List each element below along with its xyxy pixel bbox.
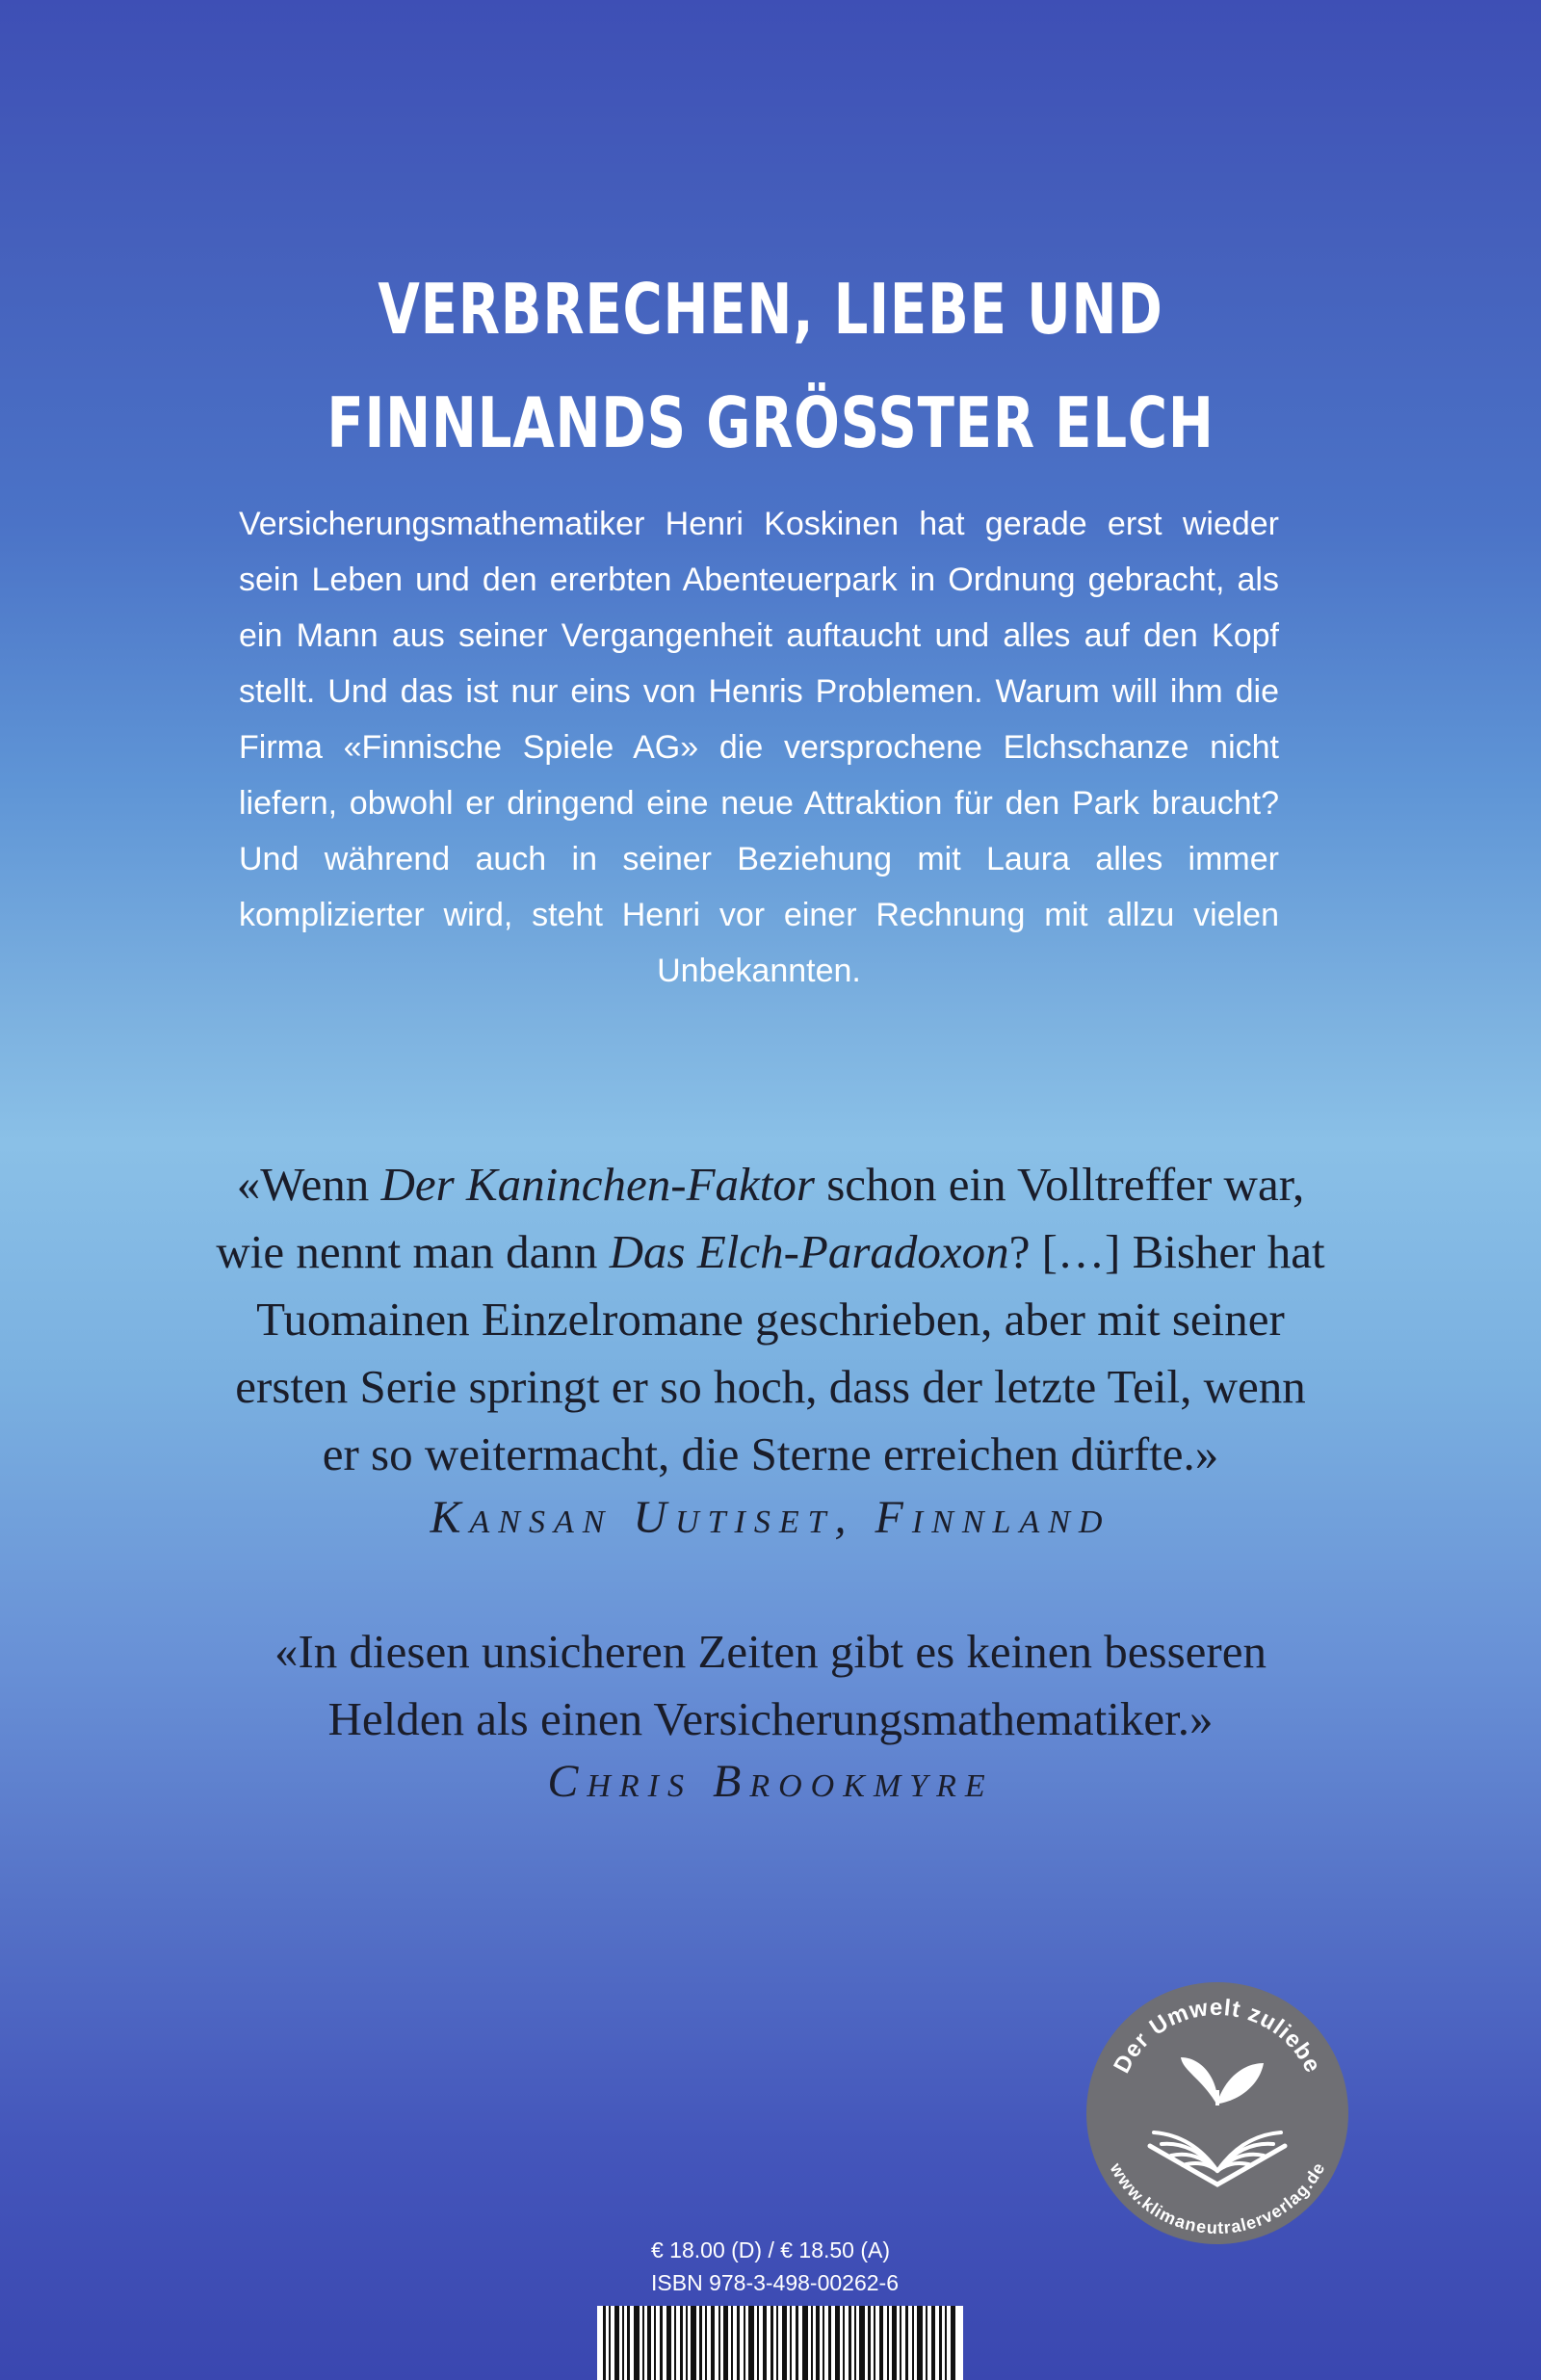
eco-badge-bottom-text: www.klimaneutralerverlag.de bbox=[1106, 2159, 1329, 2237]
quote-line: «Wenn Der Kaninchen-Faktor schon ein Volltreffer war, bbox=[236, 1158, 1305, 1211]
quote-line: er so weitermacht, die Sterne erreichen dürfte.» bbox=[322, 1427, 1219, 1480]
review-attribution-2: Chris Brookmyre bbox=[547, 1756, 994, 1807]
isbn-barcode bbox=[597, 2306, 963, 2380]
eco-badge-circle bbox=[1086, 1982, 1348, 2244]
quote-line: Tuomainen Einzelromane geschrieben, aber mit seiner bbox=[256, 1293, 1285, 1346]
book-title-reference: Das Elch-Paradoxon bbox=[609, 1225, 1009, 1278]
quote-line: ersten Serie springt er so hoch, dass der letzte Teil, wenn bbox=[235, 1360, 1306, 1413]
blurb-text: Versicherungsmathematiker Henri Koskinen hat gerade erst wieder sein Leben und den ererbten Abenteuerpark in Ordnung gebracht, als ein Mann aus seiner Vergangenheit auftaucht und alles auf den Kopf stellt. Und das ist nur eins von Henris Problemen. Warum will ihm die Firma «Finnische Spiele AG» die versprochene Elchschanze nicht liefern, obwohl er dringend eine neue Attraktion für den Park braucht? Und während auch in seiner Beziehung mit Laura alles immer komplizierter wird, steht Henri vor einer Rechnung mit allzu vielen Unbekannten. bbox=[239, 506, 1279, 989]
isbn-label: ISBN 978-3-498-00262-6 bbox=[651, 2270, 899, 2295]
eco-badge-top-text: Der Umwelt zuliebe bbox=[1109, 1994, 1326, 2078]
review-quote-1 bbox=[135, 1151, 1406, 1488]
quote-line: wie nennt man dann Das Elch-Paradoxon? […] Bisher hat bbox=[216, 1225, 1325, 1278]
headline-line-1: VERBRECHEN, LIEBE UND bbox=[378, 269, 1163, 350]
eco-badge bbox=[1086, 1982, 1348, 2244]
barcode-bars bbox=[597, 2306, 963, 2380]
review-attribution-1: Kansan Uutiset, Finnland bbox=[430, 1492, 1111, 1543]
quote-line: «In diesen unsicheren Zeiten gibt es keinen besseren bbox=[274, 1625, 1267, 1678]
price-label: € 18.00 (D) / € 18.50 (A) bbox=[651, 2237, 891, 2262]
book-title-reference: Der Kaninchen-Faktor bbox=[380, 1158, 815, 1211]
headline-line-2: FINNLANDS GRÖSSTER ELCH bbox=[326, 382, 1215, 463]
headline bbox=[170, 252, 1371, 480]
eco-badge-graphic bbox=[1086, 1982, 1348, 2244]
review-quote-2 bbox=[135, 1618, 1406, 1753]
quote-line: Helden als einen Versicherungsmathematiker.» bbox=[327, 1692, 1214, 1745]
